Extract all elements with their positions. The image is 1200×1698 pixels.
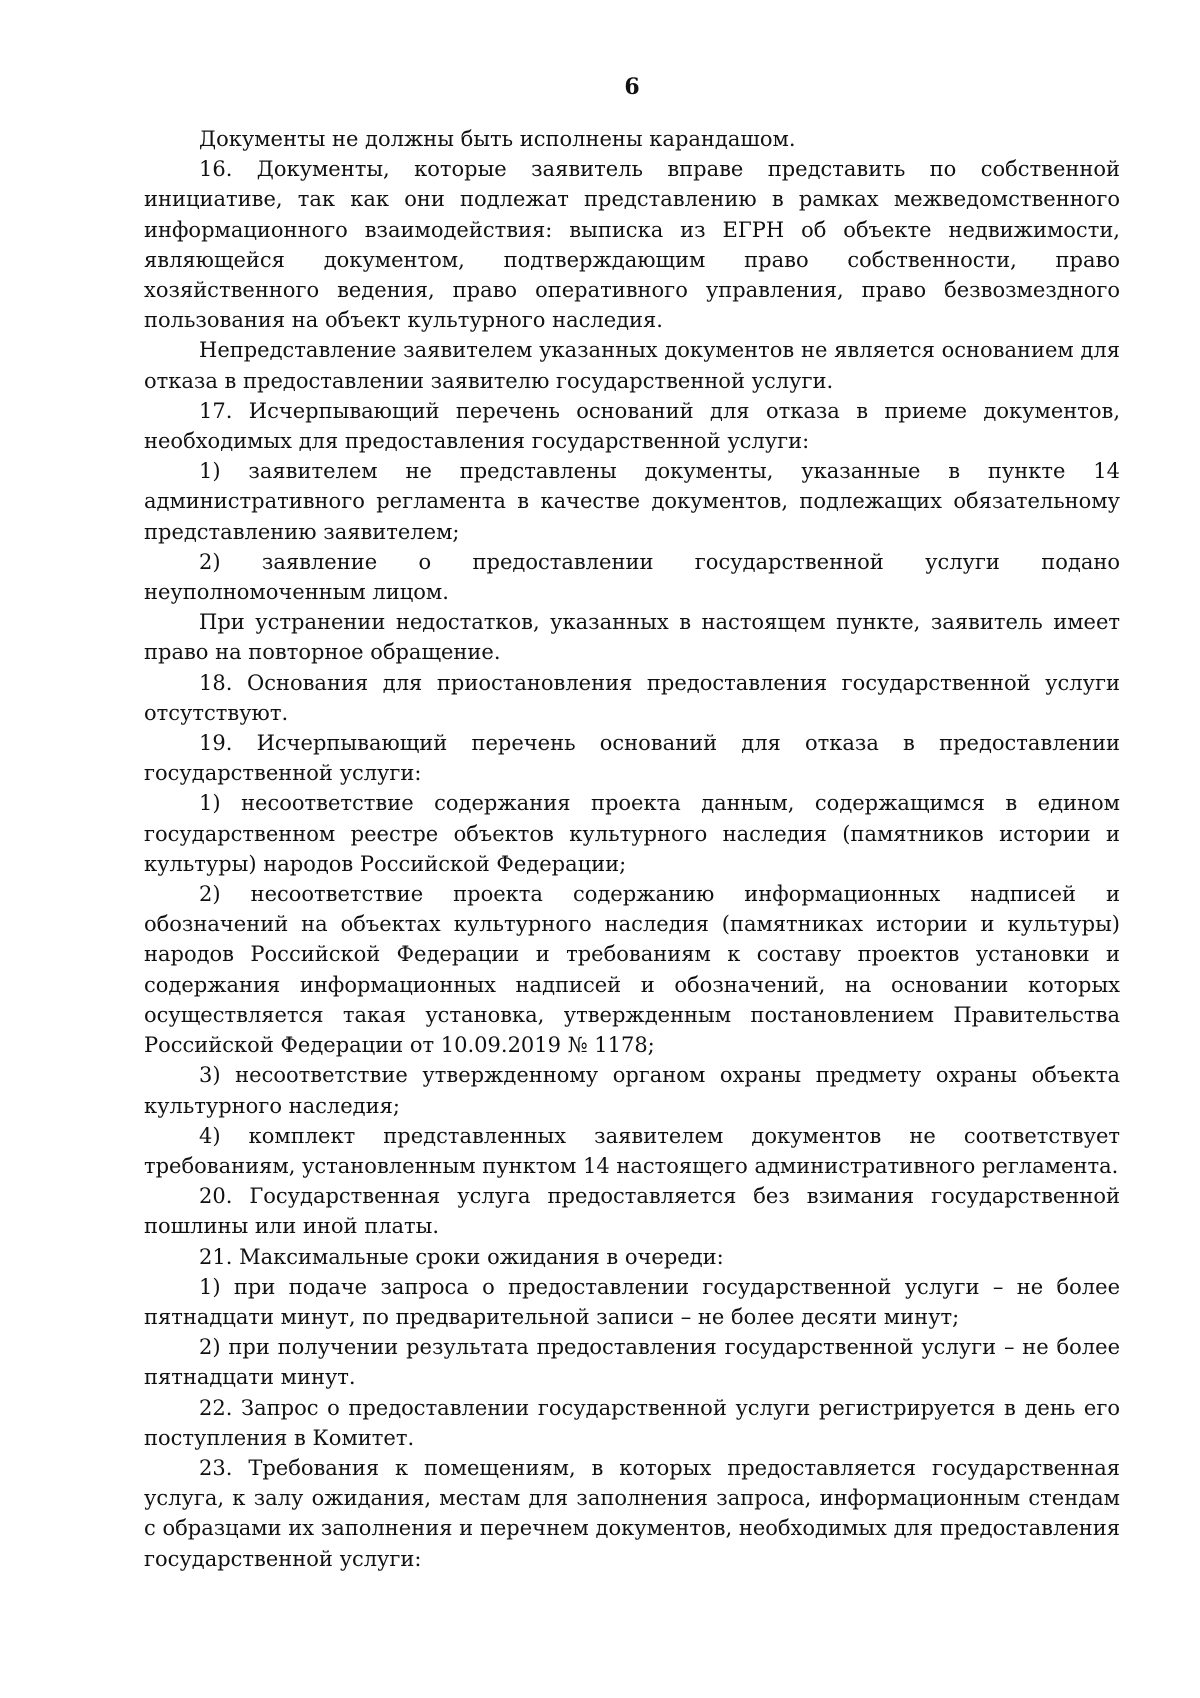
paragraph: 21. Максимальные сроки ожидания в очереди: — [199, 1244, 724, 1269]
paragraph: 23. Требования к помещениям, в которых предоставляется государственная услуга, к залу ожидания, местам для заполнения запроса, информационным стендам с образцами их заполнения и перечнем документов, необходимых для предоставления государственной услуги: — [144, 1455, 1120, 1571]
paragraph: 20. Государственная услуга предоставляется без взимания государственной пошлины или иной платы. — [144, 1184, 1120, 1239]
paragraph: 22. Запрос о предоставлении государственной услуги регистрируется в день его поступления в Комитет. — [144, 1395, 1120, 1450]
paragraph: 3) несоответствие утвержденному органом охраны предмету охраны объекта культурного наследия; — [144, 1063, 1120, 1118]
paragraph: Документы не должны быть исполнены карандашом. — [199, 127, 796, 151]
paragraph: 2) заявление о предоставлении государственной услуги подано неуполномоченным лицом. — [144, 549, 1120, 605]
paragraph: 17. Исчерпывающий перечень оснований для отказа в приеме документов, необходимых для предоставления государственной услуги: — [144, 398, 1120, 454]
paragraph: 2) при получении результата предоставления государственной услуги – не более пятнадцати минут. — [144, 1335, 1120, 1390]
document-body — [144, 124, 1120, 1574]
page-number: 6 — [624, 74, 640, 100]
paragraph: 4) комплект представленных заявителем документов не соответствует требованиям, установленным пунктом 14 настоящего административного регламента. — [144, 1123, 1120, 1178]
paragraph: 2) несоответствие проекта содержанию информационных надписей и обозначений на объектах культурного наследия (памятниках истории и культуры) народов Российской Федерации и требованиям к составу проектов установки и содержания информационных надписей и обозначений, на основании которых осуществляется такая установка, утвержденным постановлением Правительства Российской Федерации от 10.09.2019 № 1178; — [144, 882, 1120, 1058]
paragraph: Непредставление заявителем указанных документов не является основанием для отказа в предоставлении заявителю государственной услуги. — [144, 338, 1120, 393]
paragraph: 19. Исчерпывающий перечень оснований для отказа в предоставлении государственной услуги: — [144, 731, 1120, 786]
paragraph: 1) при подаче запроса о предоставлении государственной услуги – не более пятнадцати минут, по предварительной записи – не более десяти минут; — [144, 1274, 1120, 1329]
paragraph: 16. Документы, которые заявитель вправе представить по собственной инициативе, так как они подлежат представлению в рамках межведомственного информационного взаимодействия: выписка из ЕГРН об объекте недвижимости, являющейся документом, подтверждающим право собственности, право хозяйственного ведения, право оперативного управления, право безвозмездного пользования на объект культурного наследия. — [144, 157, 1120, 333]
paragraph: При устранении недостатков, указанных в настоящем пункте, заявитель имеет право на повторное обращение. — [144, 610, 1120, 665]
paragraph: 1) несоответствие содержания проекта данным, содержащимся в едином государственном реестре объектов культурного наследия (памятников истории и культуры) народов Российской Федерации; — [144, 791, 1120, 876]
paragraph: 1) заявителем не представлены документы, указанные в пункте 14 административного регламента в качестве документов, подлежащих обязательному представлению заявителем; — [144, 459, 1120, 544]
paragraph: 18. Основания для приостановления предоставления государственной услуги отсутствуют. — [144, 670, 1120, 725]
